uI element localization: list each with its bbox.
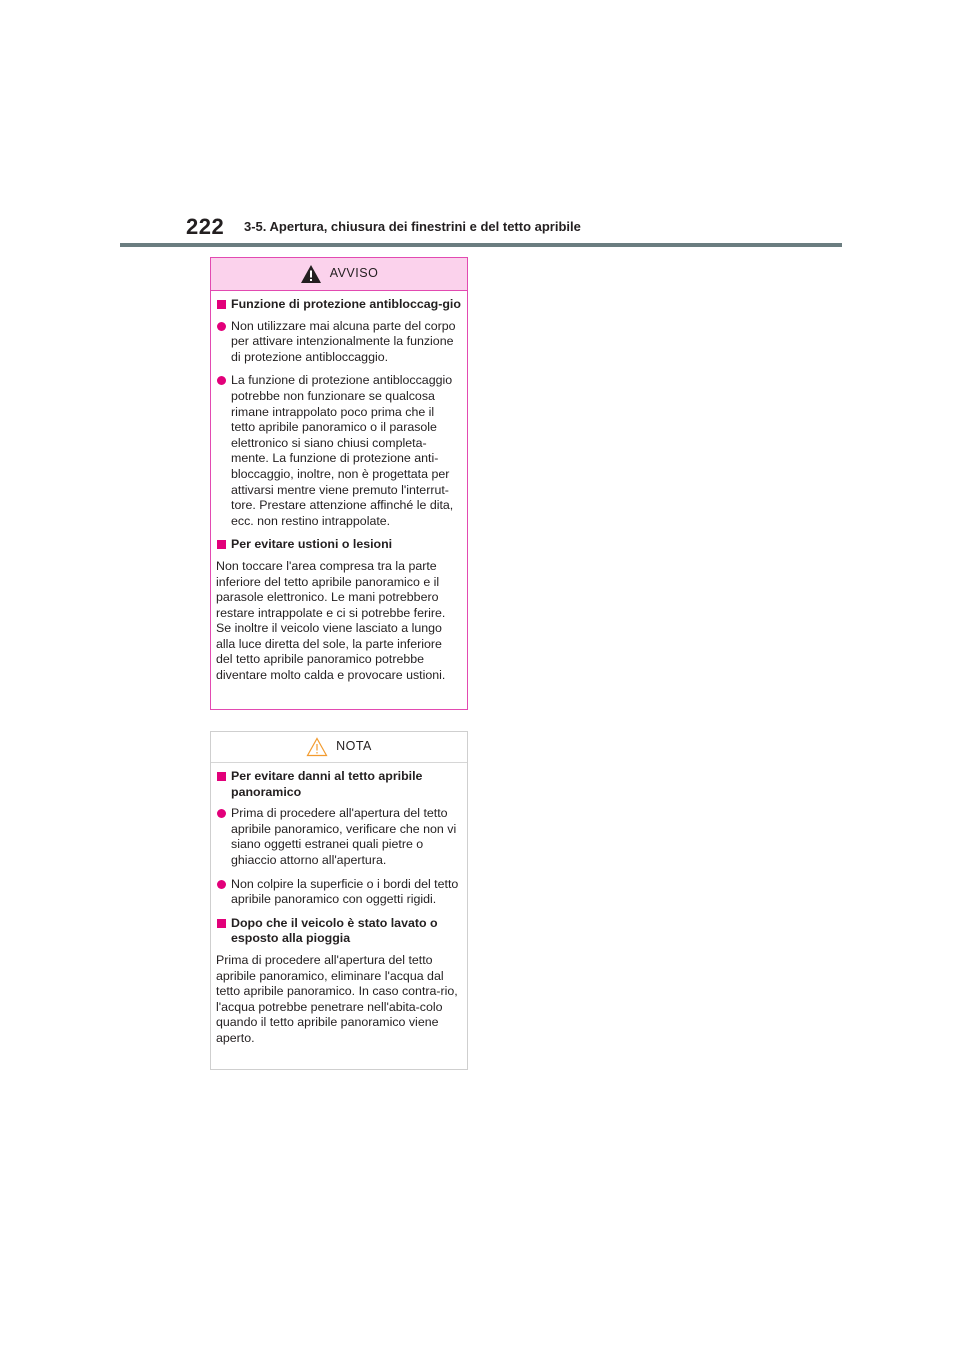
warning-heading-antipinch [216, 297, 461, 313]
warning-title: AVVISO [329, 266, 379, 281]
bullet-text: Prima di procedere all'apertura del tetto apribile panoramico, verificare che non vi siano oggetti estranei quali pietre o ghiaccio attorno all'apertura. [231, 806, 457, 867]
bullet-text: La funzione di protezione antibloccaggio potrebbe non funzionare se qualcosa rimane intrappolato poco prima che il tetto apribile panoramico o il parasole elettronico si siano chiusi completa-mente. La funzione di protezione anti-bloccaggio, inoltre, non è progettata per attivarsi mentre viene premuto l'interrut-tore. Prestare attenzione affinché le dita, ecc. non restino intrappolate. [231, 373, 454, 528]
warning-box [210, 257, 468, 710]
warning-heading-burns [216, 537, 461, 553]
square-bullet-icon [217, 540, 226, 549]
paragraph: Prima di procedere all'apertura del tetto apribile panoramico, eliminare l'acqua dal tetto apribile panoramico. In caso contra-rio, l'acqua potrebbe penetrare nell'abita-colo quando il tetto apribile panoramico viene aperto. [216, 952, 458, 1045]
list-item [216, 373, 461, 529]
page-number: 222 [186, 214, 225, 239]
header-divider [120, 243, 842, 247]
note-box [210, 731, 468, 1070]
round-bullet-icon [217, 322, 226, 331]
bullet-text: Non colpire la superficie o i bordi del tetto apribile panoramico con oggetti rigidi. [231, 876, 459, 907]
heading-text: Per evitare ustioni o lesioni [231, 537, 393, 552]
caution-triangle-outline-icon [306, 737, 328, 757]
heading-text: Dopo che il veicolo è stato lavato o esposto alla pioggia [231, 915, 438, 946]
list-item [216, 319, 461, 366]
list-item [216, 806, 461, 868]
heading-text: Per evitare danni al tetto apribile panoramico [231, 769, 423, 799]
warning-body [211, 291, 467, 684]
round-bullet-icon [217, 376, 226, 385]
list-item [216, 877, 461, 908]
warning-header [211, 258, 467, 291]
square-bullet-icon [217, 772, 226, 781]
note-body [211, 763, 467, 1047]
note-heading-rain [216, 916, 461, 947]
note-header [211, 732, 467, 763]
paragraph: Non toccare l'area compresa tra la parte inferiore del tetto apribile panoramico e il parasole elettronico. Le mani potrebbero restare intrappolate e ci si potrebbe ferire. Se inoltre il veicolo viene lasciato a lungo alla luce diretta del sole, la parte inferiore del tetto apribile panoramico potrebbe diventare molto calda e provocare ustioni. [216, 558, 446, 683]
warning-triangle-icon [300, 264, 322, 284]
square-bullet-icon [217, 300, 226, 309]
round-bullet-icon [217, 809, 226, 818]
note-heading-damage [216, 769, 461, 800]
section-title: 3-5. Apertura, chiusura dei finestrini e del tetto apribile [244, 219, 581, 234]
round-bullet-icon [217, 880, 226, 889]
note-title: NOTA [336, 739, 372, 754]
bullet-text: Non utilizzare mai alcuna parte del corpo per attivare intenzionalmente la funzione di protezione antibloccaggio. [231, 318, 456, 364]
heading-text: Funzione di protezione antibloccag-gio [231, 297, 461, 311]
square-bullet-icon [217, 919, 226, 928]
